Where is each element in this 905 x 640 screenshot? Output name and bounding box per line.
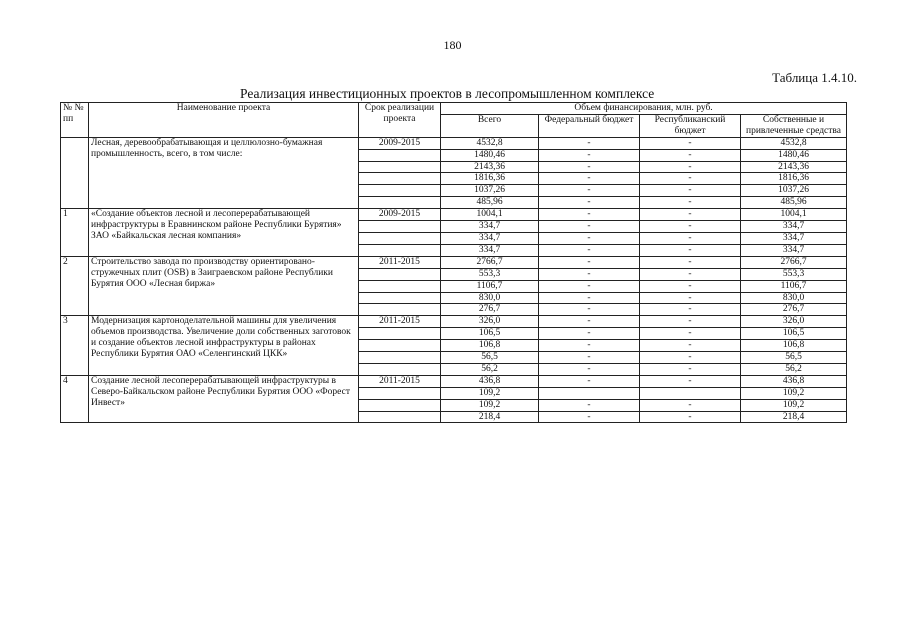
cell-total: 56,2: [441, 363, 539, 375]
project-number: 3: [61, 316, 89, 376]
cell-federal: -: [539, 340, 640, 352]
cell-own: 334,7: [741, 232, 847, 244]
header-federal: Федеральный бюджет: [539, 114, 640, 137]
project-name: Модернизация картоноделательной машины для увеличения объемов производства. Увеличение доли собственных заготовок и создание объектов лесной инфраструктуры в районах Республики Бурятия ОАО «Селенгинский ЦКК»: [89, 316, 359, 376]
cell-own: 1004,1: [741, 209, 847, 221]
project-name: Строительство завода по производству ориентировано-стружечных плит (OSB) в Заиграевском районе Республики Бурятия ООО «Лесная биржа»: [89, 256, 359, 316]
cell-total: 218,4: [441, 411, 539, 423]
project-name: Лесная, деревообрабатывающая и целлюлозно-бумажная промышленность, всего, в том числе:: [89, 137, 359, 208]
empty-period-cell: [359, 185, 441, 197]
cell-federal: -: [539, 280, 640, 292]
cell-republic: -: [640, 197, 741, 209]
empty-period-cell: [359, 197, 441, 209]
page-number: 180: [443, 38, 462, 52]
cell-republic: -: [640, 352, 741, 364]
project-name: «Создание объектов лесной и лесоперерабатывающей инфраструктуры в Еравнинском районе Республики Бурятия» ЗАО «Байкальская лесная компания»: [89, 209, 359, 257]
cell-total: 276,7: [441, 304, 539, 316]
table-row: [61, 256, 847, 268]
empty-period-cell: [359, 292, 441, 304]
empty-period-cell: [359, 268, 441, 280]
cell-federal: -: [539, 197, 640, 209]
header-project-name: Наименование проекта: [89, 103, 359, 138]
cell-federal: -: [539, 221, 640, 233]
cell-own: 56,2: [741, 363, 847, 375]
table-row: [61, 137, 847, 149]
project-period: 2009-2015: [359, 137, 441, 149]
cell-republic: -: [640, 244, 741, 256]
empty-period-cell: [359, 221, 441, 233]
cell-federal: -: [539, 268, 640, 280]
empty-period-cell: [359, 232, 441, 244]
cell-total: 2766,7: [441, 256, 539, 268]
cell-republic: -: [640, 268, 741, 280]
project-number: [61, 137, 89, 208]
cell-own: 1037,26: [741, 185, 847, 197]
cell-republic: -: [640, 137, 741, 149]
cell-total: 326,0: [441, 316, 539, 328]
cell-federal: -: [539, 352, 640, 364]
cell-own: 106,8: [741, 340, 847, 352]
cell-republic: [640, 387, 741, 399]
cell-republic: -: [640, 161, 741, 173]
project-number: 1: [61, 209, 89, 257]
cell-own: 4532,8: [741, 137, 847, 149]
project-period: 2011-2015: [359, 256, 441, 268]
project-period: 2011-2015: [359, 316, 441, 328]
cell-total: 1480,46: [441, 149, 539, 161]
cell-own: 436,8: [741, 375, 847, 387]
cell-republic: -: [640, 399, 741, 411]
cell-total: 4532,8: [441, 137, 539, 149]
project-number: 2: [61, 256, 89, 316]
cell-federal: [539, 387, 640, 399]
cell-federal: -: [539, 399, 640, 411]
cell-own: 485,96: [741, 197, 847, 209]
project-name: Создание лесной лесоперерабатывающей инфраструктуры в Северо-Байкальском районе Республики Бурятия ООО «Форест Инвест»: [89, 375, 359, 423]
cell-total: 2143,36: [441, 161, 539, 173]
empty-period-cell: [359, 387, 441, 399]
cell-own: 106,5: [741, 328, 847, 340]
cell-own: 326,0: [741, 316, 847, 328]
project-period: 2011-2015: [359, 375, 441, 387]
empty-period-cell: [359, 328, 441, 340]
cell-federal: -: [539, 209, 640, 221]
cell-federal: -: [539, 256, 640, 268]
cell-republic: -: [640, 221, 741, 233]
cell-total: 56,5: [441, 352, 539, 364]
cell-total: 830,0: [441, 292, 539, 304]
empty-period-cell: [359, 280, 441, 292]
cell-republic: -: [640, 173, 741, 185]
cell-own: 1816,36: [741, 173, 847, 185]
cell-federal: -: [539, 411, 640, 423]
cell-republic: -: [640, 340, 741, 352]
header-period: Срок реализации проекта: [359, 103, 441, 138]
cell-own: 334,7: [741, 221, 847, 233]
header-republic: Республиканский бюджет: [640, 114, 741, 137]
header-own: Собственные и привлеченные средства: [741, 114, 847, 137]
cell-federal: -: [539, 292, 640, 304]
cell-republic: -: [640, 256, 741, 268]
cell-own: 1106,7: [741, 280, 847, 292]
cell-total: 485,96: [441, 197, 539, 209]
cell-federal: -: [539, 173, 640, 185]
cell-own: 2143,36: [741, 161, 847, 173]
cell-federal: -: [539, 232, 640, 244]
cell-total: 334,7: [441, 221, 539, 233]
cell-total: 109,2: [441, 387, 539, 399]
cell-federal: -: [539, 304, 640, 316]
investment-projects-table: [60, 102, 847, 423]
cell-total: 1004,1: [441, 209, 539, 221]
empty-period-cell: [359, 340, 441, 352]
cell-federal: -: [539, 316, 640, 328]
cell-own: 830,0: [741, 292, 847, 304]
cell-republic: -: [640, 185, 741, 197]
cell-total: 1816,36: [441, 173, 539, 185]
cell-republic: -: [640, 411, 741, 423]
cell-total: 553,3: [441, 268, 539, 280]
cell-federal: -: [539, 149, 640, 161]
empty-period-cell: [359, 363, 441, 375]
cell-republic: -: [640, 209, 741, 221]
cell-own: 2766,7: [741, 256, 847, 268]
cell-federal: -: [539, 161, 640, 173]
header-total: Всего: [441, 114, 539, 137]
cell-federal: -: [539, 328, 640, 340]
cell-republic: -: [640, 316, 741, 328]
empty-period-cell: [359, 399, 441, 411]
cell-republic: -: [640, 232, 741, 244]
table-row: [61, 209, 847, 221]
cell-federal: -: [539, 185, 640, 197]
cell-republic: -: [640, 280, 741, 292]
empty-period-cell: [359, 411, 441, 423]
cell-own: 109,2: [741, 387, 847, 399]
empty-period-cell: [359, 149, 441, 161]
empty-period-cell: [359, 244, 441, 256]
table-row: [61, 375, 847, 387]
table-row: [61, 316, 847, 328]
table-title: Реализация инвестиционных проектов в лесопромышленном комплексе: [240, 86, 655, 101]
cell-republic: -: [640, 375, 741, 387]
empty-period-cell: [359, 173, 441, 185]
cell-federal: -: [539, 137, 640, 149]
cell-own: 553,3: [741, 268, 847, 280]
cell-total: 334,7: [441, 232, 539, 244]
header-funding-volume: Объем финансирования, млн. руб.: [441, 103, 847, 115]
cell-own: 334,7: [741, 244, 847, 256]
cell-total: 1106,7: [441, 280, 539, 292]
table-label: Таблица 1.4.10.: [772, 70, 857, 85]
cell-total: 109,2: [441, 399, 539, 411]
cell-federal: -: [539, 244, 640, 256]
cell-total: 106,5: [441, 328, 539, 340]
cell-federal: -: [539, 363, 640, 375]
cell-republic: -: [640, 149, 741, 161]
cell-total: 106,8: [441, 340, 539, 352]
cell-federal: -: [539, 375, 640, 387]
cell-republic: -: [640, 304, 741, 316]
project-period: 2009-2015: [359, 209, 441, 221]
empty-period-cell: [359, 304, 441, 316]
cell-total: 436,8: [441, 375, 539, 387]
cell-republic: -: [640, 292, 741, 304]
empty-period-cell: [359, 352, 441, 364]
cell-own: 218,4: [741, 411, 847, 423]
cell-own: 1480,46: [741, 149, 847, 161]
cell-own: 56,5: [741, 352, 847, 364]
cell-total: 334,7: [441, 244, 539, 256]
cell-own: 276,7: [741, 304, 847, 316]
cell-republic: -: [640, 328, 741, 340]
header-number: № № пп: [61, 103, 89, 138]
empty-period-cell: [359, 161, 441, 173]
cell-own: 109,2: [741, 399, 847, 411]
project-number: 4: [61, 375, 89, 423]
cell-total: 1037,26: [441, 185, 539, 197]
cell-republic: -: [640, 363, 741, 375]
